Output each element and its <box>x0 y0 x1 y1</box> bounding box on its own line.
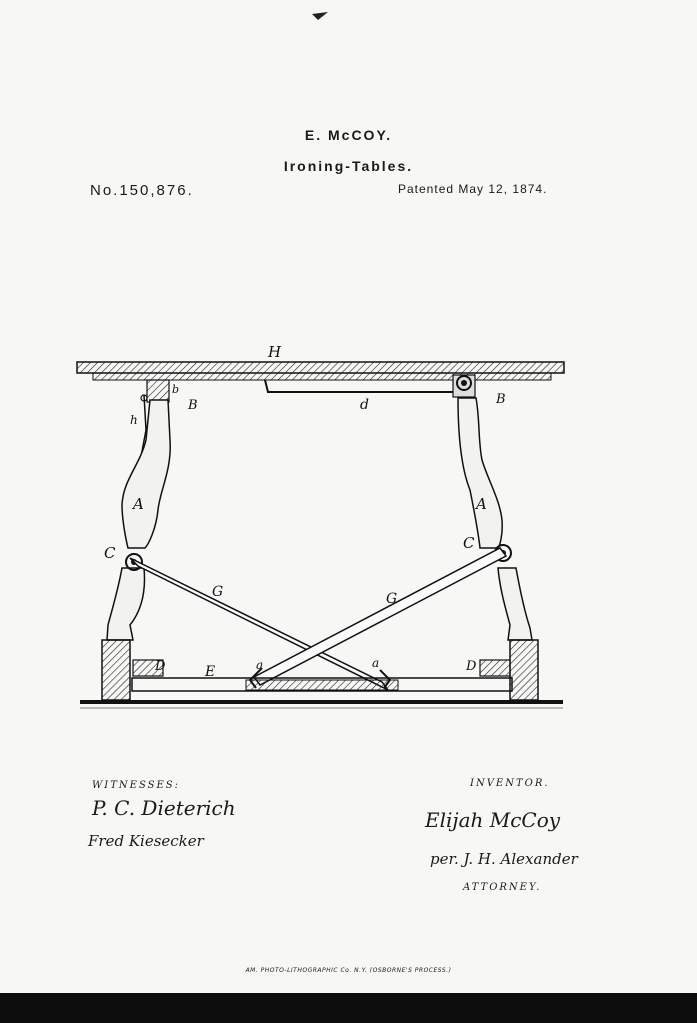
printer-mark <box>312 12 328 20</box>
label-d: d <box>360 397 369 413</box>
witness-signature-1: P. C. Dieterich <box>92 796 236 820</box>
inventor-name: E. McCOY. <box>304 127 393 143</box>
center-block <box>246 680 398 690</box>
ground-line <box>80 700 563 704</box>
leg-right-lower <box>498 568 532 640</box>
witnesses-label: WITNESSES: <box>92 780 180 791</box>
lithographer-credit: AM. PHOTO-LITHOGRAPHIC Co. N.Y. (OSBORNE'S PROCESS.) <box>245 967 452 974</box>
rod-d <box>265 380 462 392</box>
label-G-right: G <box>386 591 398 607</box>
scan-edge-bar <box>0 993 697 1023</box>
leg-left-lower <box>107 568 144 640</box>
label-E: E <box>205 664 216 680</box>
label-A-left: A <box>133 495 144 513</box>
patent-title: Ironing-Tables. <box>283 158 414 174</box>
label-H: H <box>268 343 282 361</box>
foot-right <box>510 640 538 700</box>
label-B-left: B <box>188 398 198 413</box>
label-A-right: A <box>476 495 487 513</box>
inventor-signature: Elijah McCoy <box>425 808 561 832</box>
label-a-right: a <box>372 656 380 670</box>
label-a-left: a <box>256 658 264 672</box>
label-h: h <box>130 413 138 427</box>
leg-right <box>458 398 502 548</box>
label-D-left: D <box>155 659 166 674</box>
label-D-right: D <box>466 659 477 674</box>
block-d-right <box>480 660 510 676</box>
table-top <box>77 362 564 373</box>
table-cleat <box>93 373 551 380</box>
label-C-left: C <box>104 544 116 562</box>
label-B-right: B <box>496 392 506 407</box>
inventor-label: INVENTOR. <box>470 778 550 789</box>
bracket-left <box>147 380 169 402</box>
label-b: b <box>172 383 180 396</box>
attorney-label: ATTORNEY. <box>463 882 542 893</box>
patent-date: Patented May 12, 1874. <box>398 182 548 196</box>
label-G: G <box>212 584 224 600</box>
attorney-signature: per. J. H. Alexander <box>430 850 578 868</box>
label-C-right: C <box>463 534 475 552</box>
patent-number: No.150,876. <box>90 182 194 199</box>
witness-signature-2: Fred Kiesecker <box>88 832 204 850</box>
foot-left <box>102 640 130 700</box>
